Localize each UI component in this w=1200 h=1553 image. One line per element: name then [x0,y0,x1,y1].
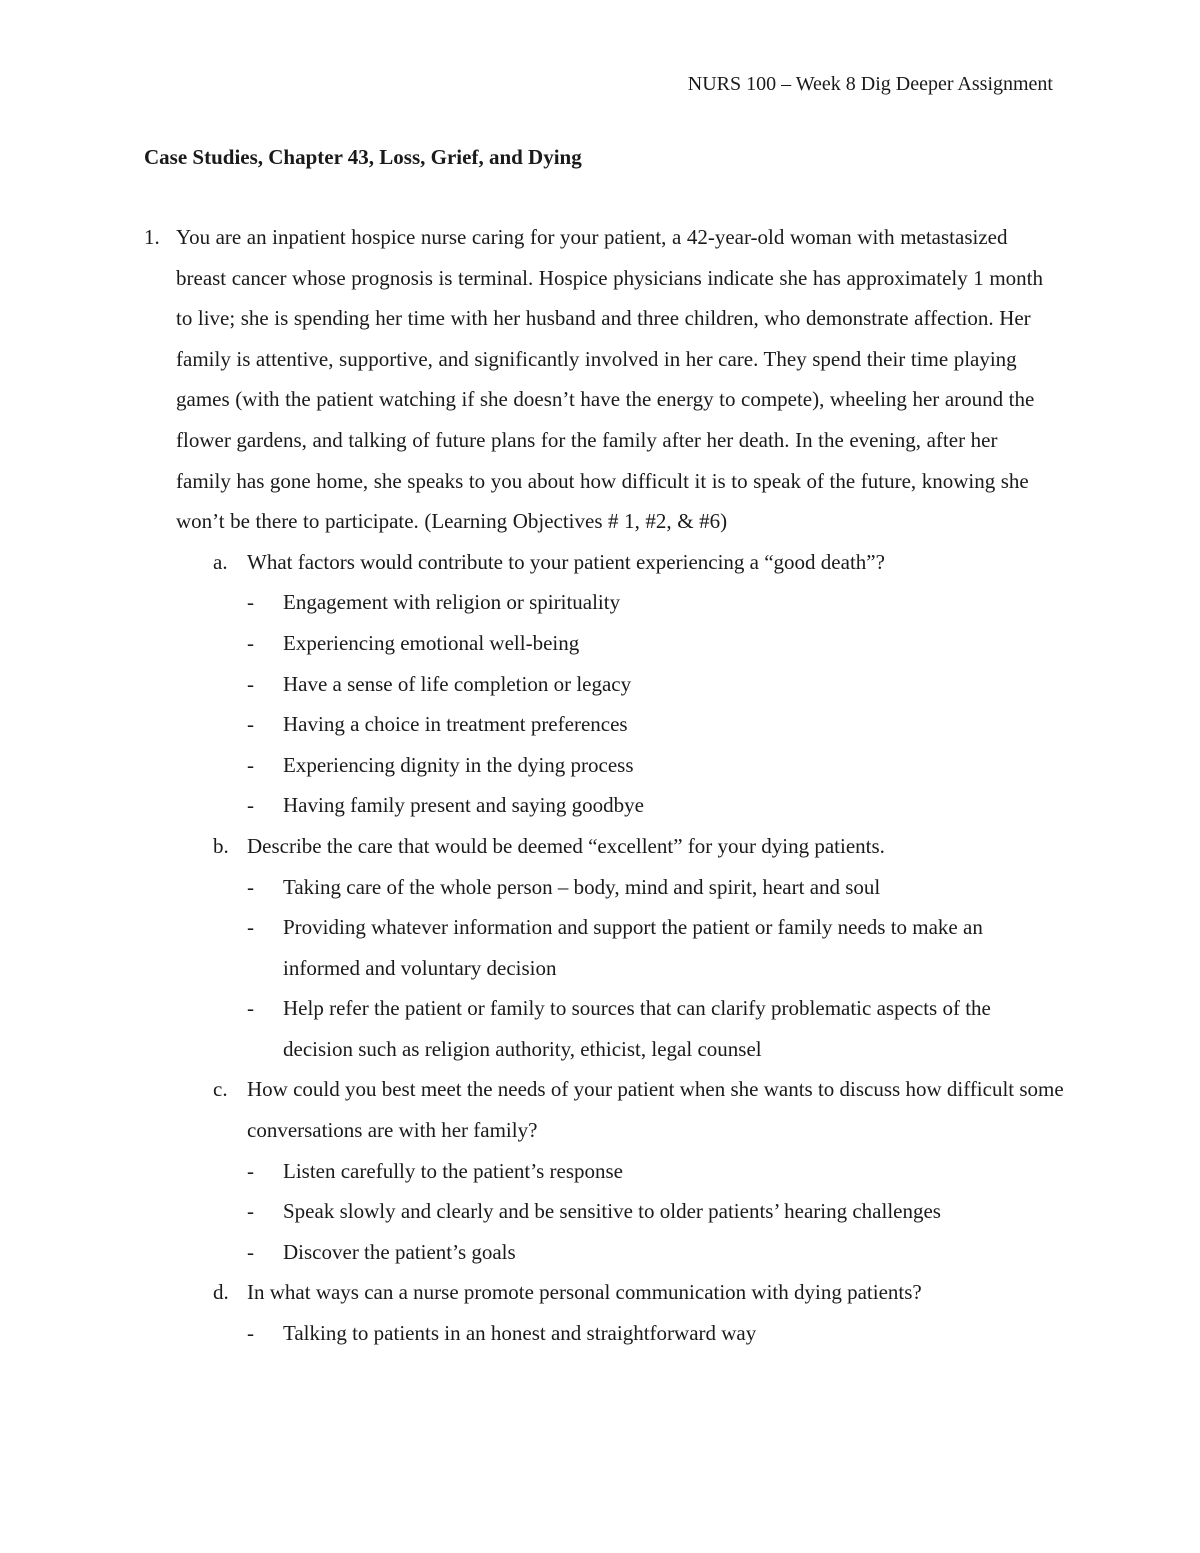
part-a-prompt [213,542,1064,583]
part-prompt: In what ways can a nurse promote personal communication with dying patients? [247,1280,922,1305]
answer-item [247,867,1064,908]
answer-item [247,1191,1064,1232]
part-prompt: What factors would contribute to your patient experiencing a “good death”? [247,549,885,574]
answer-item [247,1232,1064,1273]
part-d-prompt [213,1272,1064,1313]
answer-item [247,1151,1064,1192]
dash-bullet: - [247,671,254,696]
answer-item [247,704,1064,745]
document-title: Case Studies, Chapter 43, Loss, Grief, and Dying [144,145,582,169]
answer-text: Having family present and saying goodbye [283,793,644,818]
part-d-answers [247,1313,1064,1354]
dash-bullet: - [247,630,254,655]
part-b-prompt [213,826,1064,867]
answer-text: Experiencing emotional well-being [283,630,580,655]
answer-text: Engagement with religion or spirituality [283,590,621,615]
dash-bullet: - [247,590,254,615]
answer-item [247,1313,1064,1354]
answer-text: Experiencing dignity in the dying process [283,752,634,777]
part-c-prompt [213,1069,1064,1150]
answer-text: Having a choice in treatment preferences [283,712,628,737]
part-letter: b. [213,833,229,858]
dash-bullet: - [247,1158,254,1183]
answer-item [247,988,1064,1069]
answer-text: Talking to patients in an honest and straightforward way [283,1321,757,1346]
answer-item [247,745,1064,786]
part-letter: c. [213,1077,228,1102]
part-c-answers [247,1151,1064,1273]
part-a-answers [247,582,1064,826]
answer-item [247,582,1064,623]
part-b-answers [247,867,1064,1070]
dash-bullet: - [247,712,254,737]
answer-text: Have a sense of life completion or legacy [283,671,632,696]
running-header: NURS 100 – Week 8 Dig Deeper Assignment [687,73,1053,95]
answer-item [247,785,1064,826]
answer-text: Speak slowly and clearly and be sensitive to older patients’ hearing challenges [283,1199,941,1224]
dash-bullet: - [247,752,254,777]
answer-text: Providing whatever information and support the patient or family needs to make an informed and voluntary decision [283,915,983,980]
question-text: You are an inpatient hospice nurse caring for your patient, a 42-year-old woman with metastasized breast cancer whose prognosis is terminal. Hospice physicians indicate she has approximately 1 month to live; she is spending her time with her husband and three children, who demonstrate affection. Her family is attentive, supportive, and significantly involved in her care. They spend their time playing games (with the patient watching if she doesn’t have the energy to compete), wheeling her around the flower gardens, and talking of future plans for the family after her death. In the evening, after her family has gone home, she speaks to you about how difficult it is to speak of the future, knowing she won’t be there to participate. (Learning Objectives # 1, #2, & #6) [176,225,1044,534]
dash-bullet: - [247,996,254,1021]
dash-bullet: - [247,1199,254,1224]
part-prompt: Describe the care that would be deemed “excellent” for your dying patients. [247,833,885,858]
dash-bullet: - [247,915,254,940]
answer-text: Discover the patient’s goals [283,1239,516,1264]
answer-text: Listen carefully to the patient’s response [283,1158,623,1183]
question-number: 1. [144,225,160,249]
answer-text: Help refer the patient or family to sources that can clarify problematic aspects of the decision such as religion authority, ethicist, legal counsel [283,996,991,1061]
dash-bullet: - [247,1321,254,1346]
answer-item [247,623,1064,664]
part-prompt: How could you best meet the needs of your patient when she wants to discuss how difficult some conversations are with her family? [247,1077,1064,1143]
dash-bullet: - [247,874,254,899]
part-letter: d. [213,1280,229,1305]
question-1 [144,217,1064,1354]
answer-item [247,664,1064,705]
question-1-stem [144,217,1064,542]
dash-bullet: - [247,1239,254,1264]
part-letter: a. [213,549,228,574]
question-parts [213,542,1064,1354]
dash-bullet: - [247,793,254,818]
answer-text: Taking care of the whole person – body, mind and spirit, heart and soul [283,874,881,899]
answer-item [247,907,1064,988]
